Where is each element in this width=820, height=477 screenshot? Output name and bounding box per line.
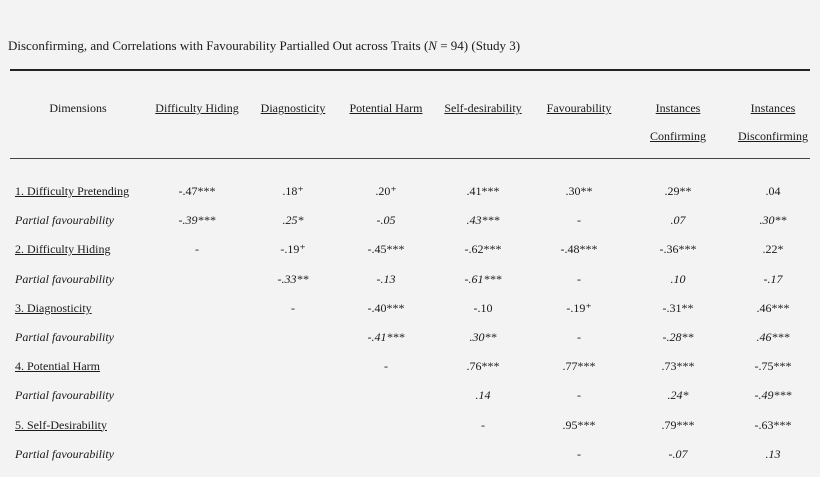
column-header-7: [738, 94, 808, 150]
table-row: [0, 301, 820, 321]
table-row: [0, 330, 820, 350]
header-rule: [10, 158, 810, 159]
column-header-6: [650, 94, 706, 150]
table-row: [0, 447, 820, 467]
table-cell: -.36***: [659, 242, 697, 257]
table-row: [0, 359, 820, 379]
table-cell: .24*: [667, 388, 689, 403]
table-cell: .43***: [466, 213, 500, 228]
column-header-line2: Confirming: [650, 129, 706, 143]
table-cell: .29**: [664, 184, 692, 198]
table-cell: -: [291, 300, 295, 315]
column-header-3: [350, 94, 423, 122]
table-cell: -: [577, 271, 581, 286]
table-cell: .10: [670, 271, 686, 286]
column-header-2: [261, 94, 326, 122]
table-cell: .30**: [759, 213, 787, 228]
table-cell: -.49***: [754, 388, 792, 403]
column-header-1: [155, 94, 238, 122]
table-cell: -.41***: [367, 330, 405, 344]
column-header-5: [547, 94, 612, 122]
row-label: Partial favourability: [15, 388, 114, 403]
table-cell: -.33**: [277, 271, 309, 286]
column-header-line1: Difficulty Hiding: [155, 101, 239, 115]
table-cell: -.07: [668, 446, 688, 461]
column-header-4: [444, 94, 521, 122]
top-rule: [10, 69, 810, 71]
table-cell: -: [577, 213, 581, 228]
table-cell: -.13: [376, 271, 396, 286]
table-row: [0, 388, 820, 408]
row-label: Partial favourability: [15, 330, 114, 344]
table-cell: .14: [475, 388, 491, 403]
table-cell: .18⁺: [282, 184, 304, 198]
table-cell: -: [577, 388, 581, 403]
table-cell: -.39***: [178, 213, 216, 228]
table-cell: .46***: [756, 300, 790, 315]
title-prefix: Disconfirming, and Correlations with Favourability Partialled Out across Traits (: [8, 38, 429, 53]
title-suffix: = 94) (Study 3): [436, 38, 521, 53]
table-cell: .04: [765, 184, 781, 198]
table-cell: .76***: [466, 359, 500, 374]
table-cell: .73***: [661, 359, 695, 374]
column-header-line1: Dimensions: [49, 101, 107, 115]
table-cell: .07: [670, 213, 686, 228]
column-header-line1: Diagnosticity: [260, 101, 326, 115]
table-cell: -.28**: [662, 330, 694, 344]
table-cell: .46***: [756, 330, 790, 344]
table-cell: -.45***: [367, 242, 405, 257]
table-cell: -.19⁺: [280, 242, 306, 257]
table-cell: .77***: [562, 359, 596, 374]
table-title: [8, 38, 520, 54]
column-header-line1: Potential Harm: [349, 101, 423, 115]
table-cell: .13: [765, 446, 781, 461]
table-cell: .22*: [762, 242, 784, 257]
table-cell: -: [577, 330, 581, 344]
row-label: 5. Self-Desirability: [15, 417, 107, 432]
table-cell: .79***: [661, 417, 695, 432]
table-cell: .95***: [562, 417, 596, 432]
table-cell: -.19⁺: [566, 300, 592, 315]
table-cell: -.47***: [178, 184, 216, 198]
table-cell: .25*: [282, 213, 304, 228]
column-header-line1: Instances: [750, 101, 796, 115]
column-header-line1: Instances: [655, 101, 701, 115]
table-cell: -.05: [376, 213, 396, 228]
table-cell: -.61***: [464, 271, 502, 286]
table-cell: .41***: [466, 184, 500, 198]
title-n: N: [428, 38, 437, 53]
table-cell: -.10: [473, 300, 493, 315]
table-cell: -: [195, 242, 199, 257]
table-row: [0, 272, 820, 292]
table-cell: .20⁺: [375, 184, 397, 198]
table-row: [0, 213, 820, 233]
table-cell: -: [577, 446, 581, 461]
row-label: 3. Diagnosticity: [15, 300, 92, 315]
table-row: [0, 418, 820, 438]
table-row: [0, 242, 820, 262]
table-cell: -.63***: [754, 417, 792, 432]
column-header-0: [49, 94, 106, 122]
row-label: Partial favourability: [15, 446, 114, 461]
table-cell: -.48***: [560, 242, 598, 257]
table-cell: -.17: [763, 271, 783, 286]
table-cell: -.31**: [662, 300, 694, 315]
row-label: 2. Difficulty Hiding: [15, 242, 111, 257]
table-cell: -.62***: [464, 242, 502, 257]
table-cell: -: [481, 417, 485, 432]
row-label: 4. Potential Harm: [15, 359, 100, 374]
column-header-line1: Favourability: [546, 101, 612, 115]
row-label: Partial favourability: [15, 271, 114, 286]
row-label: 1. Difficulty Pretending: [15, 184, 130, 198]
table-row: [0, 184, 820, 204]
row-label: Partial favourability: [15, 213, 114, 228]
column-header-line1: Self-desirability: [444, 101, 522, 115]
column-header-line2: Disconfirming: [738, 129, 808, 143]
table-cell: -.40***: [367, 300, 405, 315]
table-cell: .30**: [565, 184, 593, 198]
table-cell: -.75***: [754, 359, 792, 374]
table-cell: .30**: [469, 330, 497, 344]
table-cell: -: [384, 359, 388, 374]
